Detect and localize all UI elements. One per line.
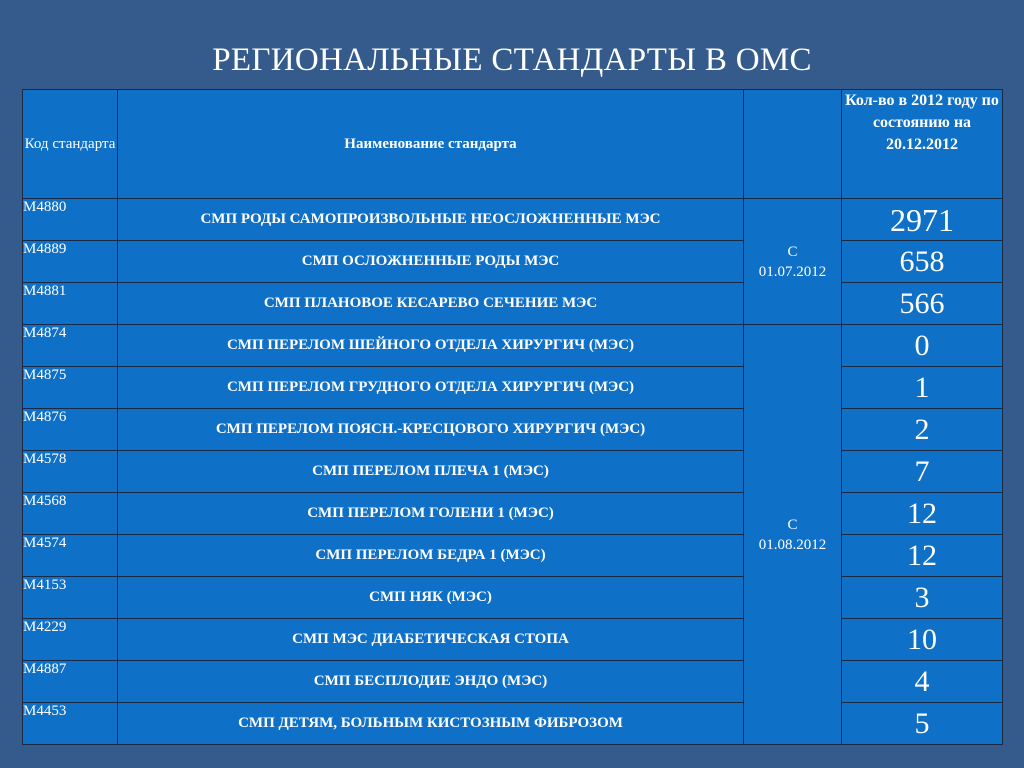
date-value: 01.07.2012 [758,263,827,280]
table-row [23,367,1003,409]
row-code: М4881 [23,283,118,325]
row-name: СМП ОСЛОЖНЕННЫЕ РОДЫ МЭС [118,241,744,283]
row-code: М4876 [23,409,118,451]
row-code: М4578 [23,451,118,493]
table-row [23,325,1003,367]
row-qty: 3 [842,577,1003,619]
row-name: СМП ПЕРЕЛОМ ГРУДНОГО ОТДЕЛА ХИРУРГИЧ (МЭС) [118,367,744,409]
table-row [23,577,1003,619]
date-prefix: С [787,243,798,260]
row-code: М4453 [23,703,118,745]
header-code: Код стандарта [23,90,118,199]
row-qty: 12 [842,535,1003,577]
table-row [23,199,1003,241]
row-name: СМП ПЕРЕЛОМ ПЛЕЧА 1 (МЭС) [118,451,744,493]
row-qty: 10 [842,619,1003,661]
page-title: РЕГИОНАЛЬНЫЕ СТАНДАРТЫ В ОМС [212,42,812,78]
row-name: СМП МЭС ДИАБЕТИЧЕСКАЯ СТОПА [118,619,744,661]
row-qty: 12 [842,493,1003,535]
date-value: 01.08.2012 [758,536,827,553]
table-row [23,703,1003,745]
table-row [23,409,1003,451]
header-qty: Кол-во в 2012 году по состоянию на 20.12.2012 [842,90,1003,199]
table-row [23,535,1003,577]
standards-table [22,89,1003,745]
table-header-row [23,90,1003,199]
row-name: СМП ПЕРЕЛОМ БЕДРА 1 (МЭС) [118,535,744,577]
table-row [23,619,1003,661]
row-code: М4568 [23,493,118,535]
row-qty: 4 [842,661,1003,703]
row-qty: 658 [842,241,1003,283]
row-qty: 7 [842,451,1003,493]
row-qty: 1 [842,367,1003,409]
table-row [23,451,1003,493]
row-name: СМП ПЛАНОВОЕ КЕСАРЕВО СЕЧЕНИЕ МЭС [118,283,744,325]
row-code: М4574 [23,535,118,577]
row-qty: 2 [842,409,1003,451]
row-code: М4889 [23,241,118,283]
table-row [23,661,1003,703]
header-name: Наименование стандарта [118,90,744,199]
table-row [23,283,1003,325]
row-qty: 2971 [842,199,1003,241]
table-row [23,493,1003,535]
row-code: М4875 [23,367,118,409]
row-name: СМП РОДЫ САМОПРОИЗВОЛЬНЫЕ НЕОСЛОЖНЕННЫЕ МЭС [118,199,744,241]
start-date-group-1 [744,199,842,325]
row-name: СМП ПЕРЕЛОМ ШЕЙНОГО ОТДЕЛА ХИРУРГИЧ (МЭС) [118,325,744,367]
row-qty: 5 [842,703,1003,745]
table-row [23,241,1003,283]
row-name: СМП БЕСПЛОДИЕ ЭНДО (МЭС) [118,661,744,703]
row-name: СМП ПЕРЕЛОМ ГОЛЕНИ 1 (МЭС) [118,493,744,535]
header-date [744,90,842,199]
row-qty: 566 [842,283,1003,325]
row-name: СМП ПЕРЕЛОМ ПОЯСН.-КРЕСЦОВОГО ХИРУРГИЧ (МЭС) [118,409,744,451]
row-code: М4880 [23,199,118,241]
date-prefix: С [787,516,798,533]
row-name: СМП ДЕТЯМ, БОЛЬНЫМ КИСТОЗНЫМ ФИБРОЗОМ [118,703,744,745]
row-code: М4874 [23,325,118,367]
start-date-group-2 [744,325,842,745]
row-code: М4229 [23,619,118,661]
row-code: М4153 [23,577,118,619]
row-name: СМП НЯК (МЭС) [118,577,744,619]
row-code: М4887 [23,661,118,703]
row-qty: 0 [842,325,1003,367]
